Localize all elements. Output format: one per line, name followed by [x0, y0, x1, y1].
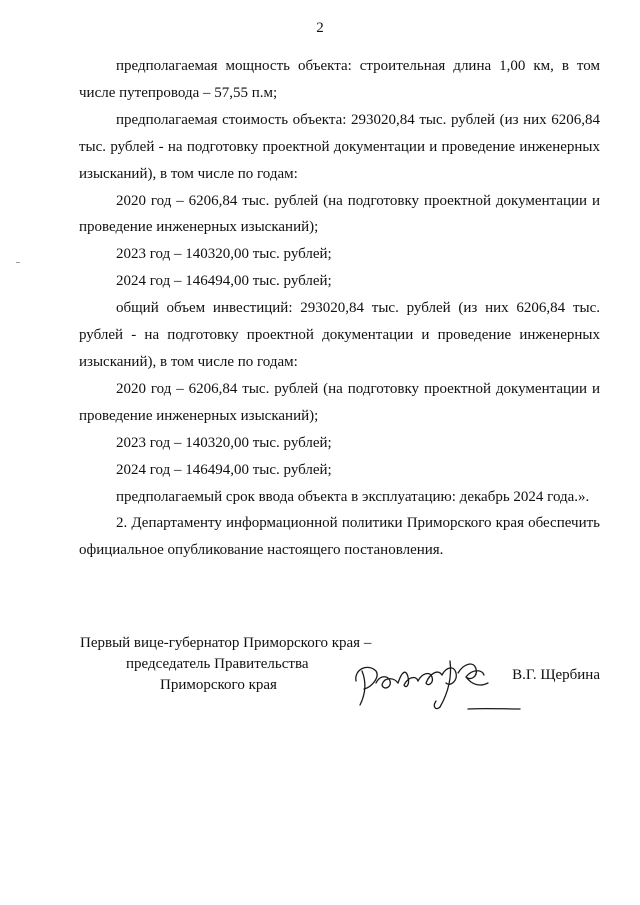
page-number: 2	[316, 20, 324, 36]
paragraph-commissioning: предполагаемый срок ввода объекта в эксплуатацию: декабрь 2024 года.».	[116, 488, 590, 505]
paragraph-cost-2024: 2024 год – 146494,00 тыс. рублей;	[116, 273, 332, 290]
paragraph-investment: общий объем инвестиций: 293020,84 тыс. рублей (из них 6206,84 тыс. рублей - на подготовку проектной документации и проведение инженерных изысканий), в том числе по годам:	[79, 300, 600, 370]
paragraph-publication: 2. Департаменту информационной политики Приморского края обеспечить официальное опубликование настоящего постановления.	[79, 515, 600, 559]
paragraph-investment-2020: 2020 год – 6206,84 тыс. рублей (на подготовку проектной документации и проведение инженерных изысканий);	[79, 380, 600, 424]
signatory-name: В.Г. Щербина	[512, 667, 600, 683]
paragraph-investment-2024: 2024 год – 146494,00 тыс. рублей;	[116, 461, 332, 478]
signatory-title	[80, 633, 371, 696]
paragraph-cost-2023: 2023 год – 140320,00 тыс. рублей;	[116, 246, 332, 263]
margin-mark	[16, 262, 20, 263]
signatory-title-line-1: Первый вице-губернатор Приморского края –	[80, 635, 372, 651]
paragraph-capacity: предполагаемая мощность объекта: строительная длина 1,00 км, в том числе путепровода – 57,55 п.м;	[79, 58, 600, 101]
paragraph-cost: предполагаемая стоимость объекта: 293020,84 тыс. рублей (из них 6206,84 тыс. рублей - на подготовку проектной документации и проведение инженерных изысканий), в том числе по годам:	[79, 111, 600, 182]
signatory-title-line-3: Приморского края	[160, 677, 277, 693]
handwritten-signature-image	[346, 647, 528, 717]
signature-block	[80, 633, 600, 713]
paragraph-cost-2020: 2020 год – 6206,84 тыс. рублей (на подготовку проектной документации и проведение инженерных изысканий);	[79, 192, 600, 236]
document-body	[79, 53, 600, 564]
signatory-title-line-2: председатель Правительства	[126, 656, 309, 672]
paragraph-investment-2023: 2023 год – 140320,00 тыс. рублей;	[116, 434, 332, 451]
